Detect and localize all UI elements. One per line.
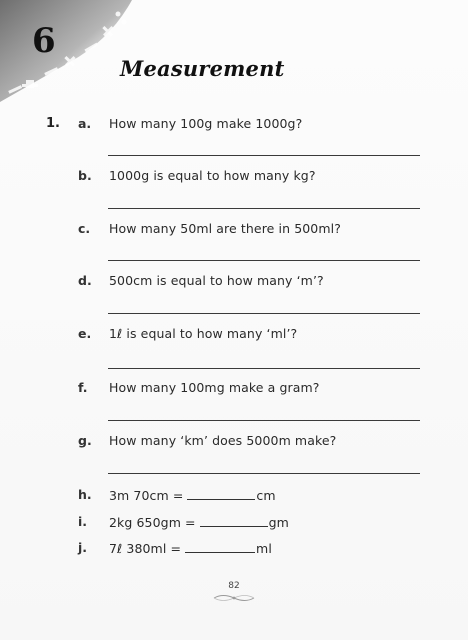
item-letter: a. xyxy=(78,116,92,131)
item-text: How many 50ml are there in 500ml? xyxy=(109,221,341,236)
item-text xyxy=(109,487,276,503)
fill-prefix: 7ℓ 380ml = xyxy=(109,541,182,556)
answer-blank[interactable] xyxy=(187,487,255,500)
fill-prefix: 3m 70cm = xyxy=(109,488,184,503)
question-number: 1. xyxy=(46,116,60,131)
item-letter: h. xyxy=(78,487,92,502)
fill-unit: gm xyxy=(268,515,289,530)
answer-line[interactable] xyxy=(108,313,420,314)
page-ornament-icon xyxy=(212,592,256,604)
page-number: 82 xyxy=(228,581,240,591)
answer-line[interactable] xyxy=(108,473,420,474)
answer-line[interactable] xyxy=(108,155,420,156)
item-letter: d. xyxy=(78,273,92,288)
item-text xyxy=(109,540,272,556)
answer-line[interactable] xyxy=(108,368,420,369)
chapter-title: Measurement xyxy=(120,56,285,81)
item-letter: e. xyxy=(78,326,92,341)
item-text: How many 100g make 1000g? xyxy=(109,116,303,131)
answer-blank[interactable] xyxy=(185,540,255,553)
item-text: How many ‘km’ does 5000m make? xyxy=(109,433,337,448)
item-letter: j. xyxy=(78,540,88,555)
answer-line[interactable] xyxy=(108,208,420,209)
fill-unit: ml xyxy=(256,541,272,556)
item-letter: i. xyxy=(78,514,88,529)
item-text: 500cm is equal to how many ‘m’? xyxy=(109,273,324,288)
chapter-number: 6 xyxy=(32,21,56,61)
item-letter: f. xyxy=(78,380,88,395)
item-letter: g. xyxy=(78,433,92,448)
item-text: How many 100mg make a gram? xyxy=(109,380,320,395)
item-letter: b. xyxy=(78,168,92,183)
item-letter: c. xyxy=(78,221,91,236)
fill-prefix: 2kg 650gm = xyxy=(109,515,196,530)
answer-line[interactable] xyxy=(108,420,420,421)
answer-line[interactable] xyxy=(108,260,420,261)
item-text: 1ℓ is equal to how many ‘ml’? xyxy=(109,326,298,341)
fill-unit: cm xyxy=(256,488,276,503)
answer-blank[interactable] xyxy=(200,514,268,527)
item-text xyxy=(109,514,289,530)
item-text: 1000g is equal to how many kg? xyxy=(109,168,316,183)
chapter-corner-decoration xyxy=(0,0,140,110)
